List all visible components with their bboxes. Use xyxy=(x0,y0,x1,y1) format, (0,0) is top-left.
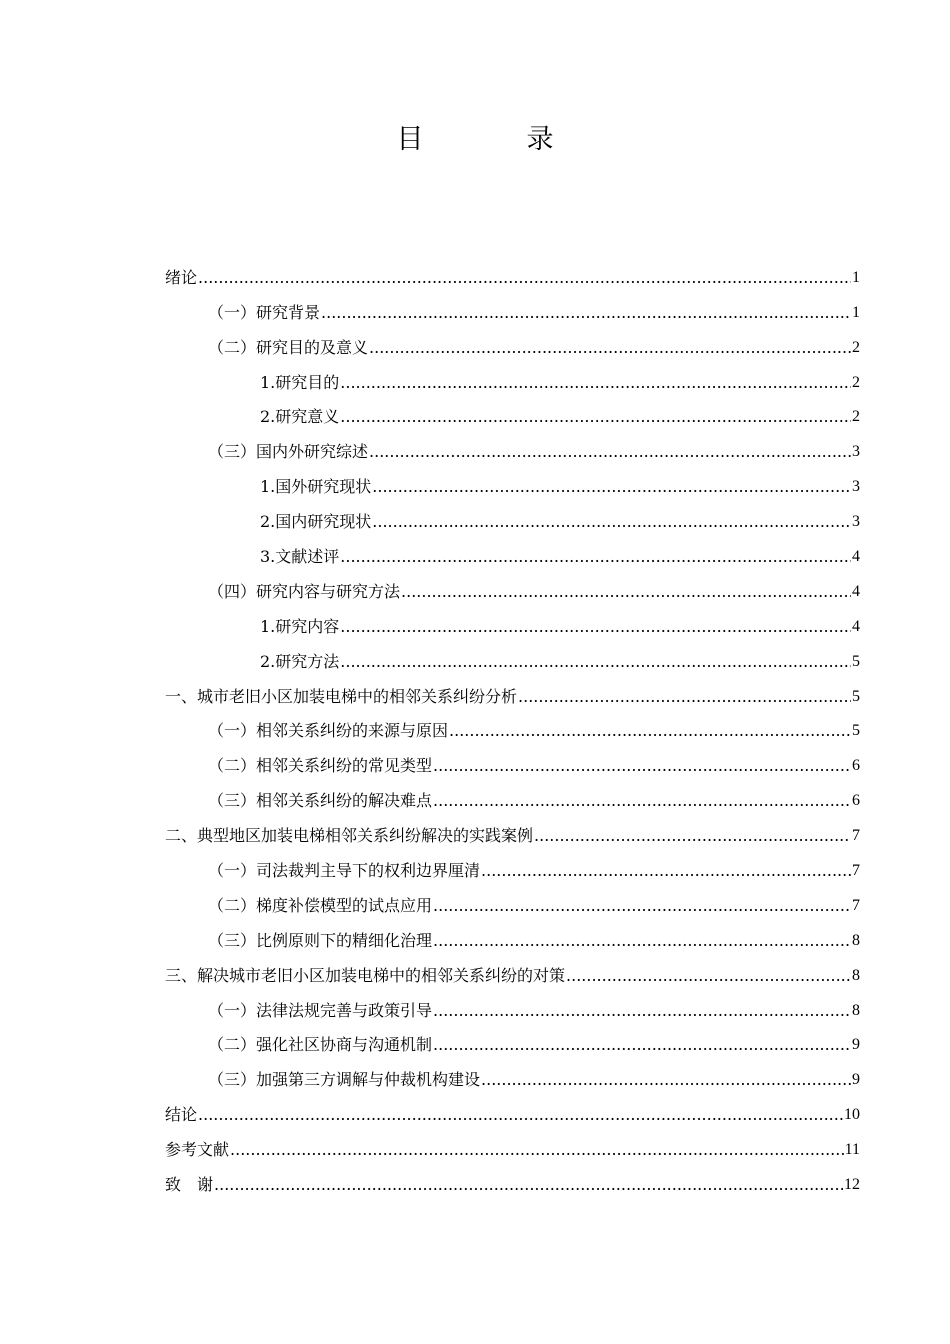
toc-entry-label: （一）相邻关系纠纷的来源与原因 xyxy=(208,721,449,741)
toc-entry-page-number: 10 xyxy=(844,1106,860,1124)
toc-leader-dots xyxy=(372,477,851,497)
toc-leader-dots xyxy=(369,442,851,462)
toc-entry-label: （一）法律法规完善与政策引导 xyxy=(208,1000,433,1020)
toc-leader-dots xyxy=(433,896,851,916)
toc-entry-page-number: 8 xyxy=(852,966,860,984)
toc-entry[interactable] xyxy=(165,776,860,811)
table-of-contents xyxy=(165,253,860,1195)
toc-leader-dots xyxy=(214,1175,843,1195)
toc-entry[interactable] xyxy=(165,951,860,986)
toc-entry[interactable] xyxy=(165,323,860,358)
toc-entry-label: 绪论 xyxy=(165,267,198,287)
toc-entry-page-number: 5 xyxy=(852,652,860,670)
toc-entry-label: 2.研究方法 xyxy=(260,651,340,671)
toc-leader-dots xyxy=(433,931,851,951)
toc-entry-label: 2.国内研究现状 xyxy=(260,512,372,532)
toc-entry-page-number: 12 xyxy=(844,1176,860,1194)
toc-leader-dots xyxy=(340,547,851,567)
toc-entry[interactable] xyxy=(165,358,860,393)
toc-entry-page-number: 7 xyxy=(852,862,860,880)
toc-entry[interactable] xyxy=(165,986,860,1021)
toc-entry-page-number: 9 xyxy=(852,1036,860,1054)
toc-entry[interactable] xyxy=(165,1021,860,1056)
toc-entry[interactable] xyxy=(165,637,860,672)
toc-entry[interactable] xyxy=(165,567,860,602)
toc-entry-label: 二、典型地区加装电梯相邻关系纠纷解决的实践案例 xyxy=(165,826,534,846)
toc-title: 目 录 xyxy=(396,124,592,155)
toc-leader-dots xyxy=(340,617,851,637)
toc-entry-label: （三）加强第三方调解与仲裁机构建设 xyxy=(208,1070,481,1090)
toc-entry-label: （二）研究目的及意义 xyxy=(208,337,369,357)
toc-entry[interactable] xyxy=(165,427,860,462)
toc-entry-label: 2.研究意义 xyxy=(260,407,340,427)
toc-entry[interactable] xyxy=(165,846,860,881)
toc-entry-page-number: 2 xyxy=(852,338,860,356)
toc-leader-dots xyxy=(481,1070,851,1090)
toc-leader-dots xyxy=(369,338,851,358)
toc-entry[interactable] xyxy=(165,811,860,846)
toc-entry[interactable] xyxy=(165,1160,860,1195)
toc-entry-label: 一、城市老旧小区加装电梯中的相邻关系纠纷分析 xyxy=(165,686,518,706)
toc-entry-page-number: 5 xyxy=(852,687,860,705)
toc-entry-page-number: 1 xyxy=(852,303,860,321)
toc-entry[interactable] xyxy=(165,602,860,637)
toc-entry[interactable] xyxy=(165,288,860,323)
toc-entry-page-number: 6 xyxy=(852,757,860,775)
toc-entry[interactable] xyxy=(165,462,860,497)
toc-entry-label: （二）相邻关系纠纷的常见类型 xyxy=(208,756,433,776)
toc-entry-label: 三、解决城市老旧小区加装电梯中的相邻关系纠纷的对策 xyxy=(165,965,566,985)
toc-entry-label: （三）相邻关系纠纷的解决难点 xyxy=(208,791,433,811)
toc-leader-dots xyxy=(321,303,851,323)
toc-entry-label: （四）研究内容与研究方法 xyxy=(208,581,401,601)
toc-leader-dots xyxy=(518,687,851,707)
toc-entry-label: 1.国外研究现状 xyxy=(260,477,372,497)
toc-entry-page-number: 2 xyxy=(852,373,860,391)
toc-entry-label: 参考文献 xyxy=(165,1140,230,1160)
toc-entry-page-number: 4 xyxy=(852,582,860,600)
toc-entry[interactable] xyxy=(165,1090,860,1125)
toc-entry-label: 结论 xyxy=(165,1105,198,1125)
toc-entry[interactable] xyxy=(165,532,860,567)
toc-entry-page-number: 11 xyxy=(844,1141,860,1159)
toc-entry-page-number: 3 xyxy=(852,478,860,496)
toc-entry-page-number: 3 xyxy=(852,443,860,461)
toc-entry-page-number: 1 xyxy=(852,268,860,286)
toc-leader-dots xyxy=(401,582,851,602)
toc-leader-dots xyxy=(340,373,851,393)
toc-entry-page-number: 4 xyxy=(852,548,860,566)
toc-entry-page-number: 8 xyxy=(852,1001,860,1019)
toc-leader-dots xyxy=(481,861,851,881)
toc-leader-dots xyxy=(372,512,851,532)
toc-entry-page-number: 7 xyxy=(852,827,860,845)
toc-entry[interactable] xyxy=(165,1055,860,1090)
toc-leader-dots xyxy=(433,1001,851,1021)
toc-leader-dots xyxy=(449,721,851,741)
toc-entry-label: 致 谢 xyxy=(165,1175,214,1195)
toc-leader-dots xyxy=(433,756,851,776)
toc-leader-dots xyxy=(340,407,851,427)
toc-entry-page-number: 3 xyxy=(852,513,860,531)
toc-entry-page-number: 5 xyxy=(852,722,860,740)
toc-entry-label: （二）梯度补偿模型的试点应用 xyxy=(208,895,433,915)
toc-leader-dots xyxy=(433,1035,851,1055)
toc-entry[interactable] xyxy=(165,707,860,742)
toc-entry-page-number: 2 xyxy=(852,408,860,426)
toc-entry-label: （三）比例原则下的精细化治理 xyxy=(208,930,433,950)
toc-entry[interactable] xyxy=(165,741,860,776)
toc-entry-page-number: 6 xyxy=(852,792,860,810)
toc-entry[interactable] xyxy=(165,672,860,707)
toc-leader-dots xyxy=(340,652,851,672)
toc-entry-page-number: 8 xyxy=(852,931,860,949)
toc-leader-dots xyxy=(230,1140,844,1160)
toc-entry[interactable] xyxy=(165,881,860,916)
toc-entry-label: 1.研究目的 xyxy=(260,372,340,392)
toc-leader-dots xyxy=(566,966,851,986)
toc-entry[interactable] xyxy=(165,497,860,532)
toc-entry-label: 3.文献述评 xyxy=(260,547,340,567)
toc-entry-page-number: 9 xyxy=(852,1071,860,1089)
toc-entry-page-number: 4 xyxy=(852,617,860,635)
toc-entry[interactable] xyxy=(165,253,860,288)
toc-leader-dots xyxy=(433,791,851,811)
toc-entry[interactable] xyxy=(165,393,860,428)
toc-leader-dots xyxy=(198,268,851,288)
toc-leader-dots xyxy=(534,826,851,846)
toc-entry-label: 1.研究内容 xyxy=(260,616,340,636)
toc-entry-label: （一）司法裁判主导下的权利边界厘清 xyxy=(208,861,481,881)
toc-entry-label: （三）国内外研究综述 xyxy=(208,442,369,462)
toc-entry[interactable] xyxy=(165,1125,860,1160)
toc-entry[interactable] xyxy=(165,916,860,951)
toc-entry-label: （一）研究背景 xyxy=(208,302,321,322)
toc-entry-label: （二）强化社区协商与沟通机制 xyxy=(208,1035,433,1055)
toc-entry-page-number: 7 xyxy=(852,896,860,914)
toc-leader-dots xyxy=(198,1105,843,1125)
